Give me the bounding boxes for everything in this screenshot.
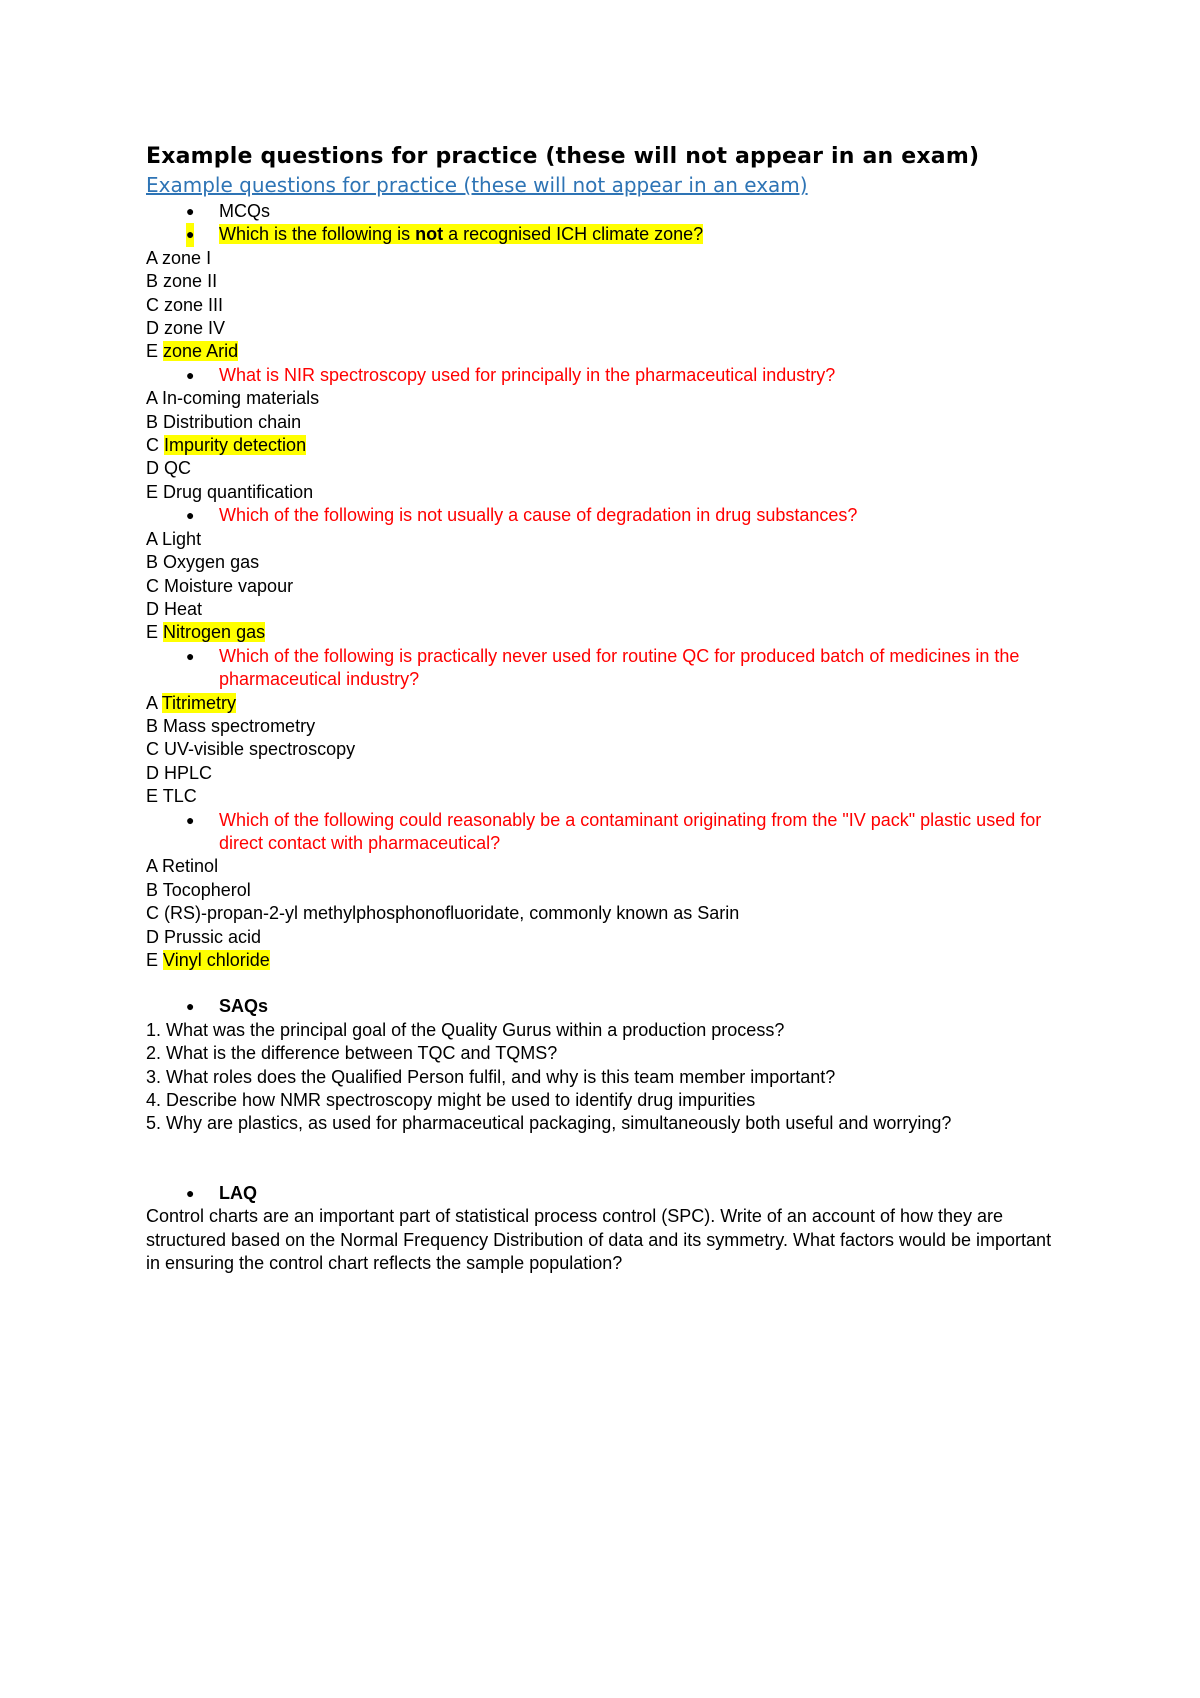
bullet-icon: ● bbox=[186, 366, 195, 383]
mcq-heading: ● MCQs bbox=[146, 200, 1066, 223]
q4-option-e: E TLC bbox=[146, 786, 197, 807]
q1-option-b: B zone II bbox=[146, 271, 218, 292]
title-link[interactable]: Example questions for practice (these will not appear in an exam) bbox=[146, 173, 808, 197]
q2-option-b: B Distribution chain bbox=[146, 411, 302, 432]
question-3: ● Which of the following is not usually a cause of degradation in drug substances? bbox=[146, 504, 1066, 527]
q3-option-a: A Light bbox=[146, 528, 202, 549]
q2-option-d: D QC bbox=[146, 458, 192, 479]
question-5: ● Which of the following could reasonably be a contaminant originating from the "IV pack" plastic used for direct contact with pharmaceutical? bbox=[186, 809, 1042, 853]
question-4: ● Which of the following is practically never used for routine QC for produced batch of medicines in the pharmaceutical industry? bbox=[186, 645, 1020, 690]
q1-option-e: E zone Arid bbox=[146, 341, 239, 362]
saq-heading: ● SAQs bbox=[146, 995, 1066, 1018]
q5-option-e: E Vinyl chloride bbox=[146, 950, 270, 970]
q3-option-d: D Heat bbox=[146, 598, 203, 619]
document-page bbox=[146, 142, 1066, 1275]
q2-option-c: C Impurity detection bbox=[146, 435, 307, 456]
q5-option-b: B Tocopherol bbox=[146, 879, 251, 900]
q2-option-e: E Drug quantification bbox=[146, 481, 314, 502]
q5-option-c: C (RS)-propan-2-yl methylphosphonofluoridate, commonly known as Sarin bbox=[146, 903, 740, 924]
laq-text: Control charts are an important part of statistical process control (SPC). Write of an account of how they are structured based on the Normal Frequency Distribution of data and its symmetry. What factors would be important in ensuring the control chart reflects the sample population? bbox=[146, 1206, 1052, 1274]
q4-option-b: B Mass spectrometry bbox=[146, 715, 316, 736]
saq-item: 4. Describe how NMR spectroscopy might be used to identify drug impurities bbox=[146, 1090, 756, 1111]
bullet-icon: ● bbox=[186, 203, 195, 219]
saq-item: 3. What roles does the Qualified Person fulfil, and why is this team member important? bbox=[146, 1066, 836, 1087]
laq-heading: ● LAQ bbox=[146, 1182, 1066, 1205]
q1-option-c: C zone III bbox=[146, 294, 224, 315]
saq-item: 1. What was the principal goal of the Quality Gurus within a production process? bbox=[146, 1019, 785, 1040]
saq-item: 5. Why are plastics, as used for pharmaceutical packaging, simultaneously both useful and worrying? bbox=[146, 1113, 952, 1134]
q1-option-a: A zone I bbox=[146, 247, 212, 268]
bullet-icon: ● bbox=[186, 647, 195, 664]
document-title: Example questions for practice (these will not appear in an exam) bbox=[146, 144, 980, 169]
q3-option-c: C Moisture vapour bbox=[146, 575, 294, 596]
bullet-icon: ● bbox=[186, 223, 194, 246]
q5-option-d: D Prussic acid bbox=[146, 926, 262, 947]
q3-option-b: B Oxygen gas bbox=[146, 552, 260, 573]
q5-option-a: A Retinol bbox=[146, 856, 219, 877]
q4-option-c: C UV-visible spectroscopy bbox=[146, 739, 356, 760]
q4-option-d: D HPLC bbox=[146, 762, 213, 783]
question-1: ● Which is the following is not a recognised ICH climate zone? bbox=[146, 223, 1066, 246]
bullet-icon: ● bbox=[186, 998, 195, 1015]
question-2: ● What is NIR spectroscopy used for principally in the pharmaceutical industry? bbox=[146, 364, 1066, 387]
bullet-icon: ● bbox=[186, 1184, 195, 1201]
bullet-icon: ● bbox=[186, 811, 195, 828]
bullet-icon: ● bbox=[186, 507, 195, 524]
q4-option-a: A Titrimetry bbox=[146, 692, 237, 713]
q1-option-d: D zone IV bbox=[146, 318, 226, 339]
saq-item: 2. What is the difference between TQC and TQMS? bbox=[146, 1043, 558, 1064]
q2-option-a: A In-coming materials bbox=[146, 388, 320, 409]
q3-option-e: E Nitrogen gas bbox=[146, 622, 266, 643]
